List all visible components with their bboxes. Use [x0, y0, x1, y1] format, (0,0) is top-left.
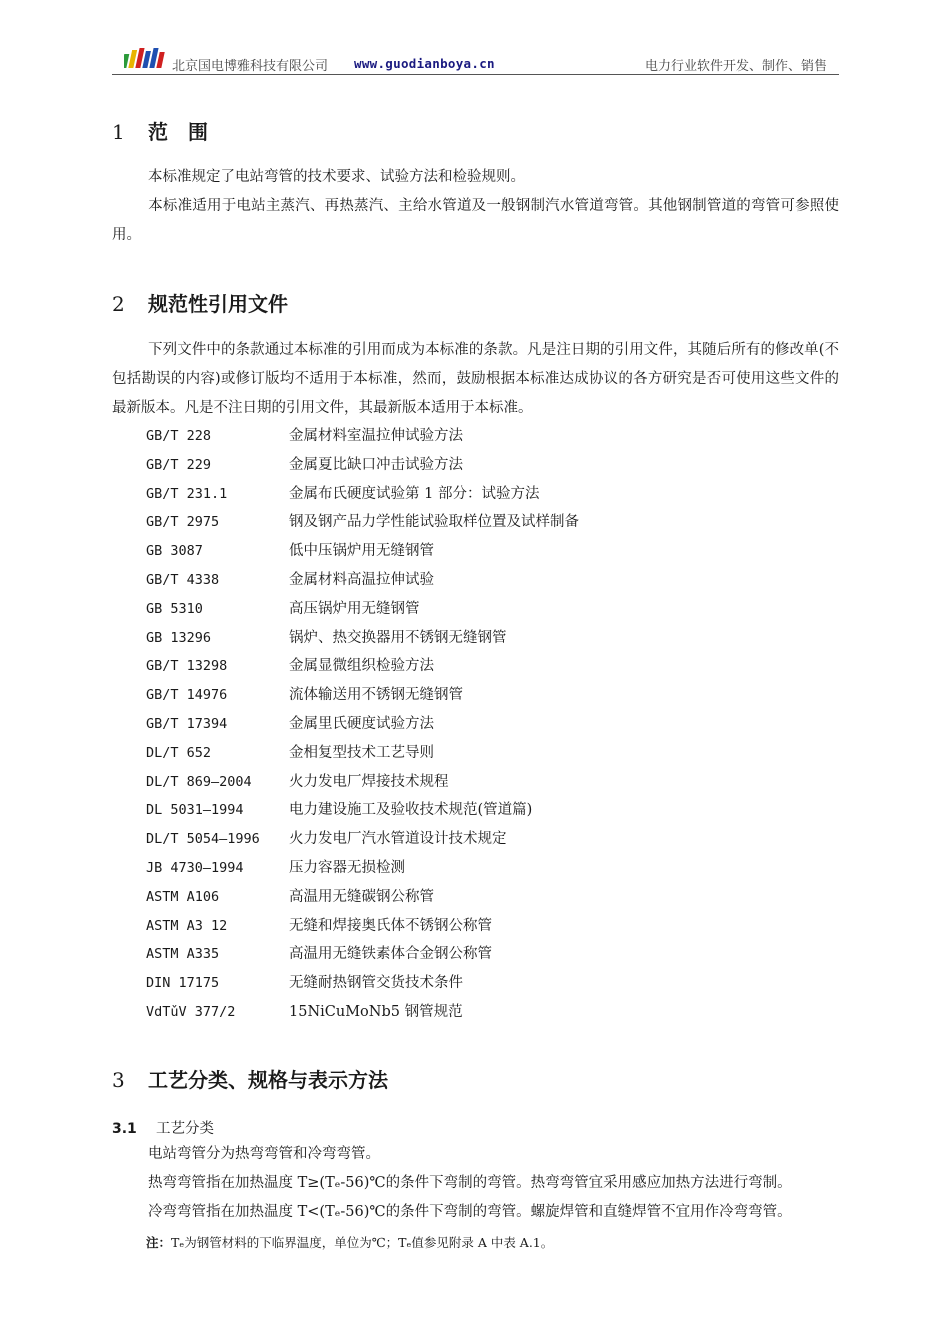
reference-title: 高温用无缝铁素体合金钢公称管: [289, 946, 492, 963]
reference-item: [146, 451, 579, 480]
reference-code: GB 5310: [146, 600, 203, 617]
reference-title: 钢及钢产品力学性能试验取样位置及试样制备: [289, 514, 579, 531]
reference-code: DL/T 5054—1996: [146, 831, 260, 848]
reference-title: 15NiCuMoNb5 钢管规范: [289, 1003, 463, 1020]
reference-code: GB 3087: [146, 543, 203, 560]
reference-item: [146, 595, 579, 624]
reference-item: [146, 480, 579, 509]
reference-item: [146, 912, 579, 941]
company-logo-icon: [124, 46, 172, 70]
reference-item: [146, 508, 579, 537]
reference-title: 金属里氏硬度试验方法: [289, 715, 434, 732]
reference-code: GB/T 229: [146, 456, 212, 473]
reference-item: [146, 883, 579, 912]
reference-title: 低中压锅炉用无缝钢管: [289, 543, 434, 560]
reference-code: GB 13296: [146, 629, 212, 646]
reference-title: 高压锅炉用无缝钢管: [289, 600, 420, 617]
reference-list: [146, 422, 579, 1027]
reference-code: ASTM A106: [146, 888, 220, 905]
reference-code: VdTǔV 377/2: [146, 1003, 236, 1020]
reference-item: [146, 566, 579, 595]
reference-code: DL/T 869—2004: [146, 773, 252, 790]
reference-item: [146, 796, 579, 825]
reference-code: GB/T 2975: [146, 514, 220, 531]
reference-code: GB/T 4338: [146, 571, 220, 588]
section-3-number: 3: [112, 1068, 125, 1092]
reference-title: 金属材料室温拉伸试验方法: [289, 428, 463, 444]
reference-title: 锅炉、热交换器用不锈钢无缝钢管: [289, 629, 507, 646]
reference-title: 金相复型技术工艺导则: [289, 744, 434, 761]
reference-code: GB/T 228: [146, 428, 212, 444]
note-text: Tₑ为钢管材料的下临界温度，单位为℃；Tₑ值参见附录 A 中表 A.1。: [171, 1235, 554, 1250]
reference-code: DIN 17175: [146, 975, 220, 992]
reference-title: 火力发电厂汽水管道设计技术规定: [289, 831, 507, 848]
subsection-3-1-number: 3.1: [112, 1121, 137, 1137]
section-2-intro: 下列文件中的条款通过本标准的引用而成为本标准的条款。凡是注日期的引用文件，其随后所有的修改单(不包括勘误的内容)或修订版均不适用于本标准，然而，鼓励根据本标准达成协议的各方研究是否可使用这些文件的最新版本。凡是不注日期的引用文件，其最新版本适用于本标准。: [112, 342, 839, 416]
reference-title: 高温用无缝碳钢公称管: [289, 888, 434, 905]
section-2-title: 规范性引用文件: [148, 292, 288, 316]
reference-code: JB 4730—1994: [146, 859, 244, 876]
reference-item: [146, 710, 579, 739]
reference-code: GB/T 13298: [146, 658, 228, 675]
reference-code: GB/T 14976: [146, 687, 228, 704]
subsection-3-1-title: 工艺分类: [156, 1121, 214, 1137]
reference-item: [146, 681, 579, 710]
reference-item: [146, 768, 579, 797]
reference-item: [146, 969, 579, 998]
reference-item: [146, 854, 579, 883]
section-1-number: 1: [112, 120, 125, 144]
header-url-link[interactable]: www.guodianboya.cn: [354, 56, 495, 71]
note-label: 注：: [146, 1235, 172, 1250]
section-1-heading: [112, 116, 208, 145]
note: [146, 1233, 553, 1251]
reference-item: [146, 998, 579, 1027]
reference-title: 电力建设施工及验收技术规范(管道篇): [289, 802, 533, 819]
section-1-paragraph-2: 本标准适用于电站主蒸汽、再热蒸汽、主给水管道及一般钢制汽水管道弯管。其他钢制管道的弯管可参照使用。: [112, 198, 839, 243]
reference-title: 金属夏比缺口冲击试验方法: [289, 456, 463, 473]
reference-item: [146, 422, 579, 451]
reference-code: GB/T 231.1: [146, 485, 228, 502]
reference-title: 压力容器无损检测: [289, 859, 405, 876]
reference-title: 无缝和焊接奥氏体不锈钢公称管: [289, 917, 492, 934]
subsection-3-1-line-1: 电站弯管分为热弯弯管和冷弯弯管。: [148, 1146, 380, 1162]
section-3-title: 工艺分类、规格与表示方法: [148, 1068, 388, 1092]
section-2-number: 2: [112, 292, 125, 316]
reference-title: 流体输送用不锈钢无缝钢管: [289, 687, 463, 704]
section-1-paragraph-1: 本标准规定了电站弯管的技术要求、试验方法和检验规则。: [148, 169, 525, 185]
reference-title: 无缝耐热钢管交货技术条件: [289, 975, 463, 992]
header-company: 北京国电博雅科技有限公司: [172, 59, 329, 74]
reference-title: 金属显微组织检验方法: [289, 658, 434, 675]
section-1-title: 范 围: [148, 120, 208, 144]
reference-item: [146, 739, 579, 768]
reference-title: 金属布氏硬度试验第 1 部分：试验方法: [289, 485, 540, 502]
reference-item: [146, 624, 579, 653]
reference-code: ASTM A335: [146, 946, 220, 963]
reference-code: DL/T 652: [146, 744, 212, 761]
reference-item: [146, 940, 579, 969]
reference-title: 火力发电厂焊接技术规程: [289, 773, 449, 790]
subsection-3-1-line-2: 热弯弯管指在加热温度 T≥(Tₑ-56)℃的条件下弯制的弯管。热弯弯管宜采用感应加热方法进行弯制。: [148, 1175, 792, 1191]
reference-item: [146, 537, 579, 566]
reference-code: ASTM A3 12: [146, 917, 228, 934]
header-tagline: 电力行业软件开发、制作、销售: [644, 59, 827, 74]
subsection-3-1-heading: [112, 1117, 214, 1138]
page-header: [112, 44, 839, 75]
reference-title: 金属材料高温拉伸试验: [289, 571, 434, 588]
reference-item: [146, 825, 579, 854]
reference-code: GB/T 17394: [146, 715, 228, 732]
reference-item: [146, 652, 579, 681]
section-3-heading: [112, 1064, 388, 1093]
section-2-heading: [112, 288, 288, 317]
reference-code: DL 5031—1994: [146, 802, 244, 819]
subsection-3-1-line-3: 冷弯弯管指在加热温度 T<(Tₑ-56)℃的条件下弯制的弯管。螺旋焊管和直缝焊管不宜用作冷弯弯管。: [148, 1204, 792, 1220]
